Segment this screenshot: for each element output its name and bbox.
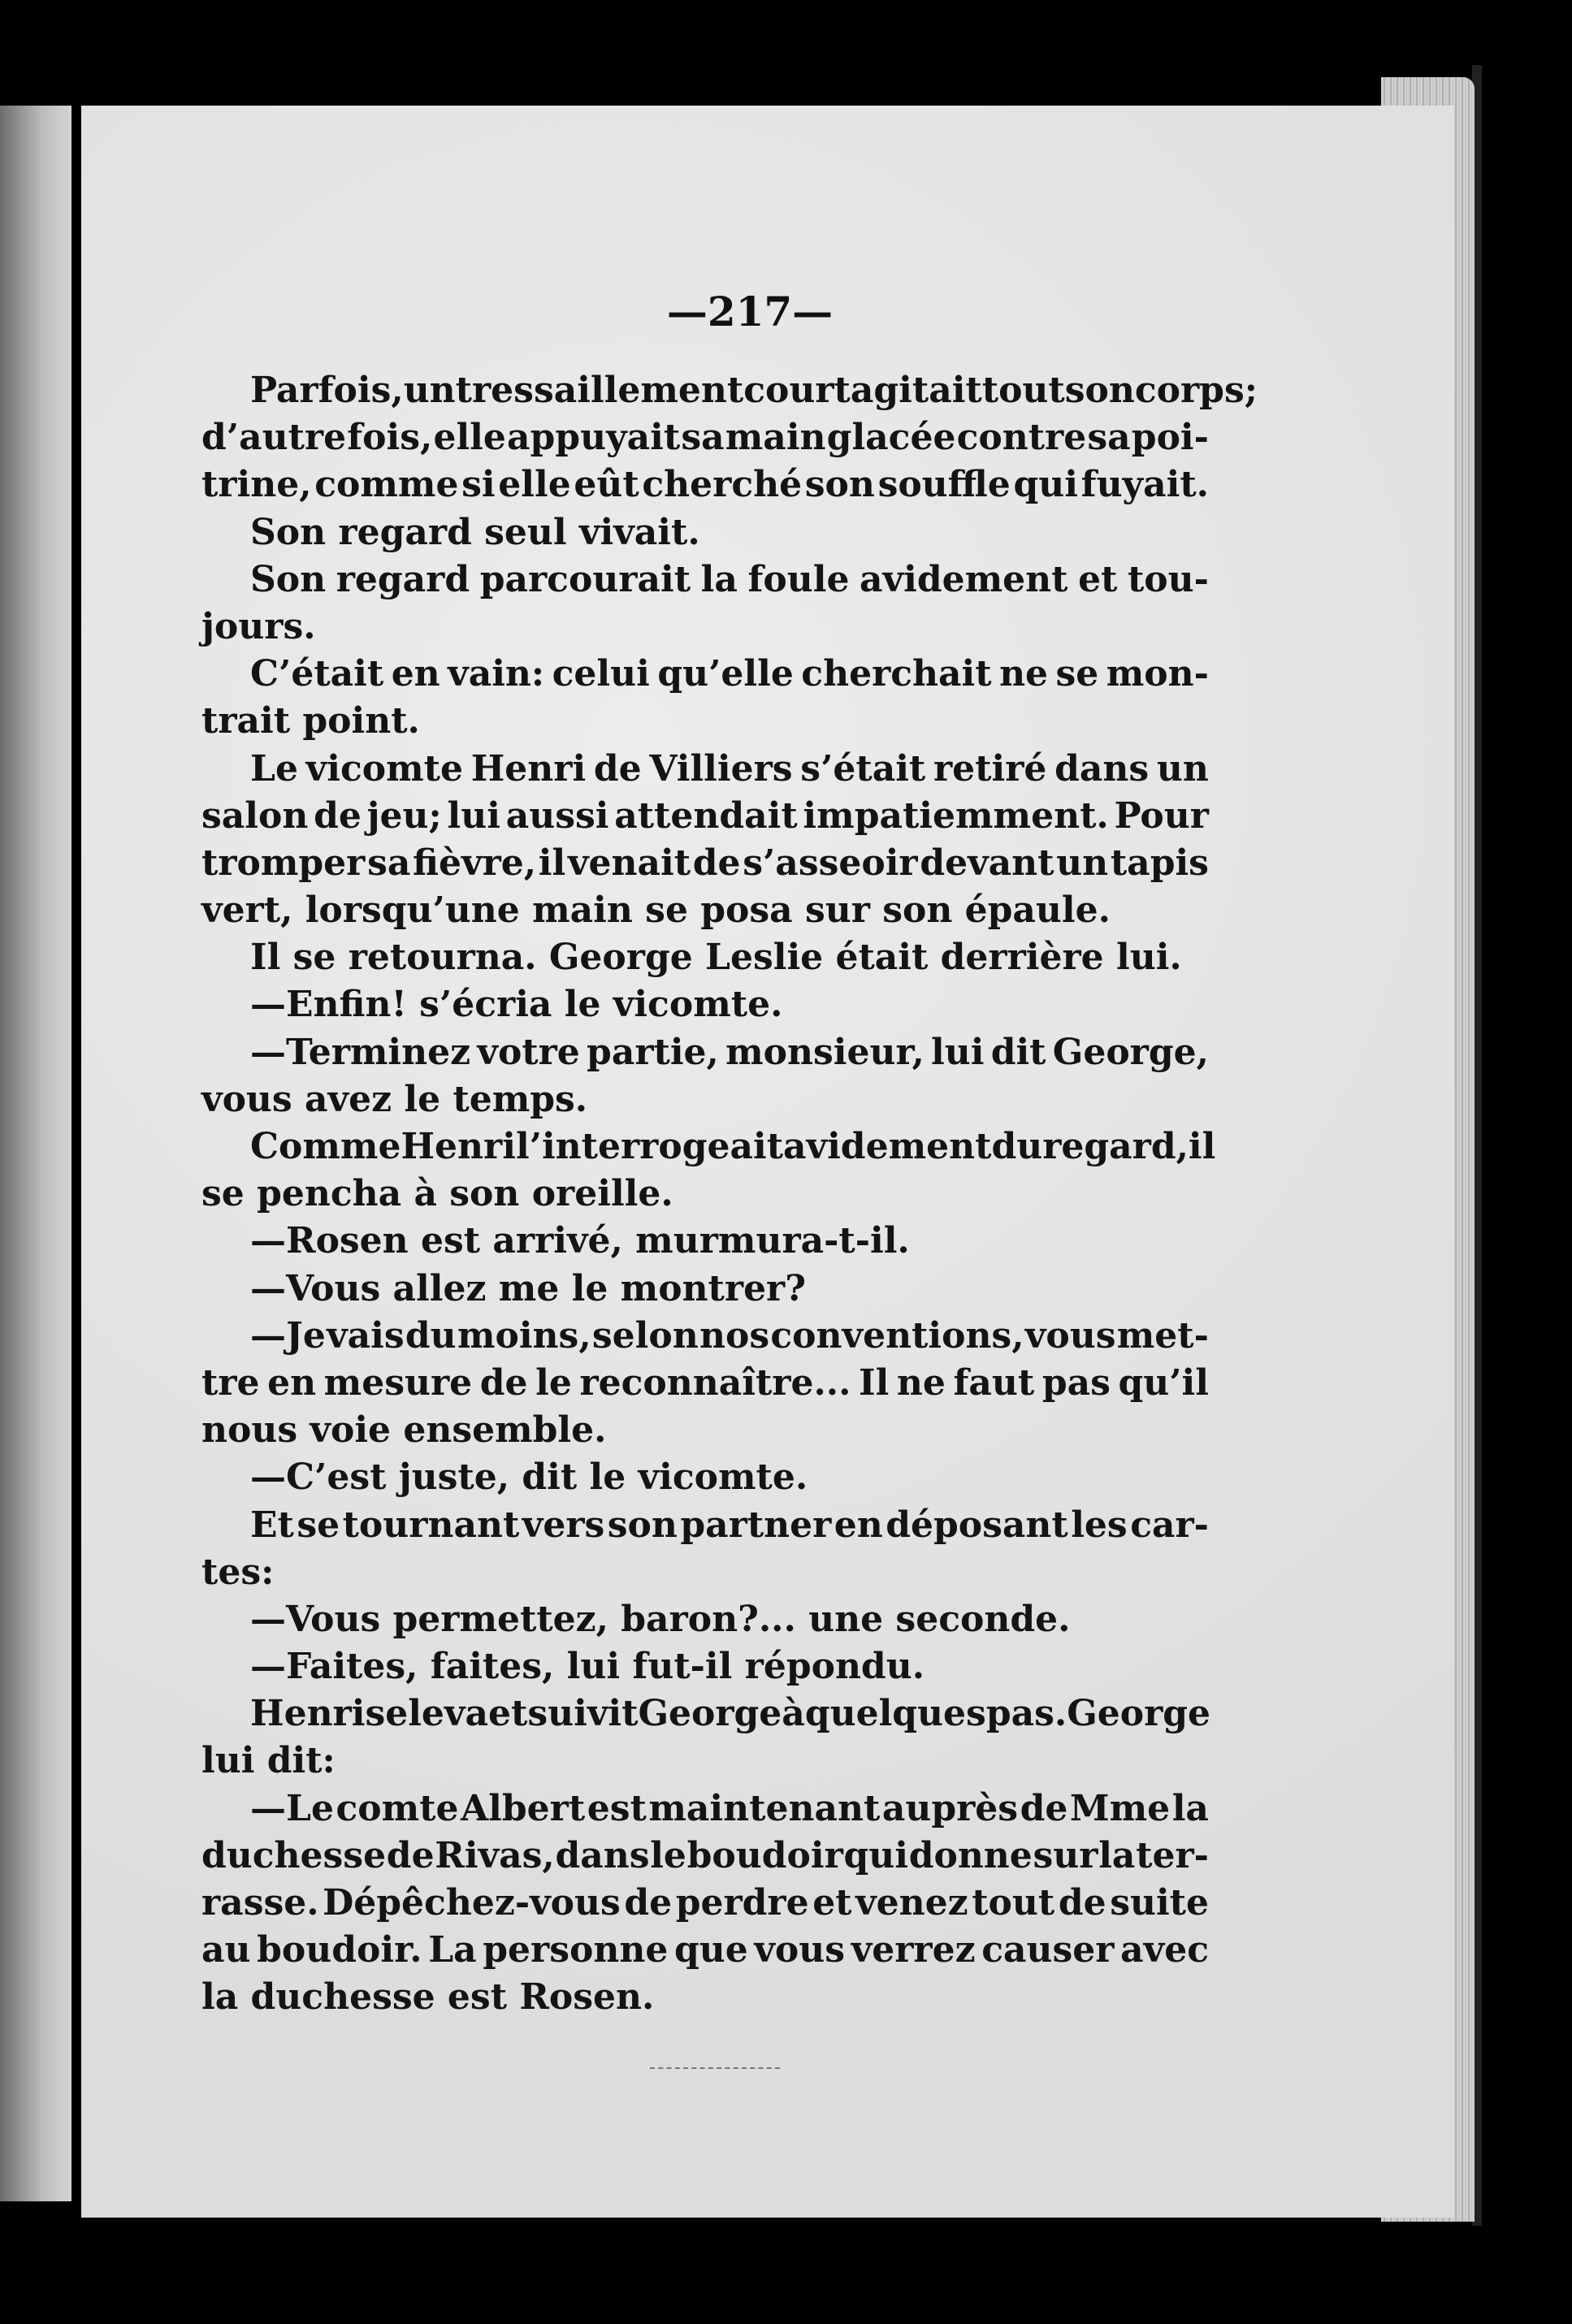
text-line: Le vicomte Henri de Villiers s’était retiré dans un — [250, 747, 1209, 790]
text-line: trine, comme si elle eût cherché son souffle qui fuyait. — [201, 464, 1209, 506]
text-line: trait point. — [201, 700, 420, 742]
text-line: duchesse de Rivas, dans le boudoir qui donne sur la ter- — [201, 1834, 1209, 1876]
text-line: jours. — [201, 605, 316, 647]
text-line: —Rosen est arrivé, murmura-t-il. — [250, 1220, 910, 1262]
text-line: —Faites, faites, lui fut-il répondu. — [250, 1646, 925, 1688]
text-line: —Enfin! s’écria le vicomte. — [250, 984, 783, 1026]
text-line: —Vous permettez, baron?... une seconde. — [250, 1598, 1071, 1640]
text-line: C’était en vain: celui qu’elle cherchait ne se mon- — [250, 653, 1209, 695]
text-line: Son regard seul vivait. — [250, 511, 700, 553]
text-line: tre en mesure de le reconnaître... Il ne faut pas qu’il — [201, 1361, 1209, 1404]
text-line: salon de jeu; lui aussi attendait impatiemment. Pour — [201, 794, 1209, 837]
text-line: tromper sa fièvre, il venait de s’asseoir devant un tapis — [201, 842, 1209, 884]
text-line: Comme Henri l’interrogeait avidement du regard, il — [250, 1126, 1216, 1167]
text-line: —Vous allez me le montrer? — [250, 1267, 807, 1309]
text-line: lui dit: — [201, 1740, 336, 1782]
text-line: —Le comte Albert est maintenant auprès de Mme la — [250, 1787, 1209, 1829]
footer-rule — [650, 2067, 780, 2069]
text-line: la duchesse est Rosen. — [201, 1976, 655, 2019]
text-line: d’autre fois, elle appuyait sa main glacée contre sa poi- — [201, 417, 1209, 459]
text-line: Henri se leva et suivit George à quelques pas. George — [250, 1693, 1211, 1735]
left-page-edge — [0, 106, 71, 2201]
text-line: rasse. Dépêchez-vous de perdre et venez tout de suite — [201, 1882, 1209, 1924]
text-line: au boudoir. La personne que vous verrez causer avec — [201, 1929, 1209, 1971]
text-line: Et se tournant vers son partner en déposant les car- — [250, 1504, 1209, 1546]
text-line: —Je vais du moins, selon nos conventions, vous met- — [250, 1314, 1209, 1357]
text-line: tes: — [201, 1551, 275, 1593]
text-line: se pencha à son oreille. — [201, 1173, 673, 1215]
text-line: —C’est juste, dit le vicomte. — [250, 1456, 808, 1499]
text-line: vert, lorsqu’une main se posa sur son épaule. — [201, 889, 1111, 932]
text-line: nous voie ensemble. — [201, 1409, 607, 1452]
text-line: vous avez le temps. — [201, 1078, 588, 1120]
text-line: Parfois, un tressaillement court agitait tout son corps; — [250, 370, 1258, 411]
text-line: —Terminez votre partie, monsieur, lui dit George, — [250, 1031, 1209, 1073]
page-number: —217— — [666, 288, 834, 335]
text-line: Il se retourna. George Leslie était derrière lui. — [250, 937, 1182, 979]
text-line: Son regard parcourait la foule avidement et tou- — [250, 558, 1209, 600]
body-text — [201, 370, 1258, 2024]
